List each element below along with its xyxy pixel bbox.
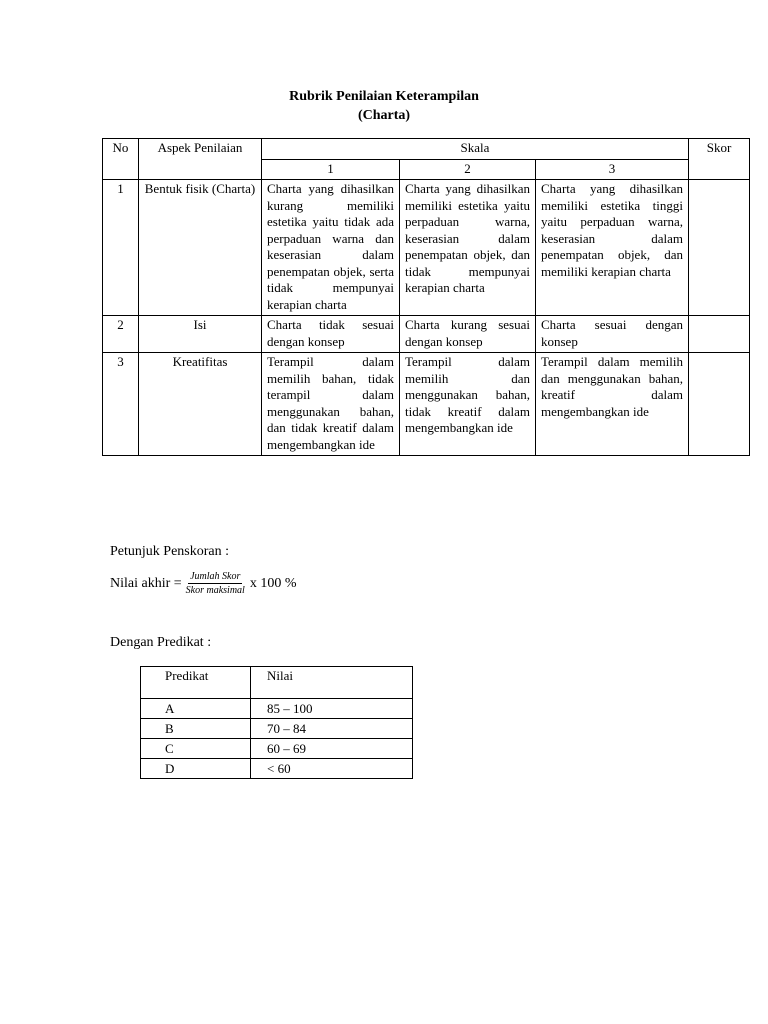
row-level-3: Charta sesuai dengan konsep [536,316,689,353]
row-level-2: Charta yang dihasilkan memiliki estetika yaitu perpaduan warna, keserasian dalam penempatan objek, dan tidak mempunyai kerapian charta [400,180,536,316]
predicate-grade: C [141,739,251,759]
predicate-grade: A [141,699,251,719]
row-aspect: Isi [139,316,262,353]
formula-prefix: Nilai akhir = [110,575,182,591]
predicate-range: 60 – 69 [251,739,413,759]
table-row [103,316,750,353]
rubric-table [102,138,750,456]
row-score [689,180,750,316]
header-aspect: Aspek Penilaian [139,139,262,180]
row-level-2: Terampil dalam memilih dan menggunakan bahan, tidak kreatif dalam mengembangkan ide [400,353,536,456]
row-level-1: Charta tidak sesuai dengan konsep [262,316,400,353]
predicate-range: 70 – 84 [251,719,413,739]
predicate-range: 85 – 100 [251,699,413,719]
formula-fraction [184,570,247,597]
row-no: 2 [103,316,139,353]
row-score [689,353,750,456]
predicate-header-value: Nilai [251,667,413,699]
predicate-table [140,666,413,779]
header-scale: Skala [262,139,689,160]
predicate-header-grade: Predikat [141,667,251,699]
table-row [141,759,413,779]
predicate-grade: D [141,759,251,779]
header-level-3: 3 [536,159,689,180]
header-level-2: 2 [400,159,536,180]
table-row [141,739,413,759]
table-header-row [103,139,750,160]
row-aspect: Bentuk fisik (Charta) [139,180,262,316]
header-level-1: 1 [262,159,400,180]
formula-denominator: Skor maksimal [185,585,245,596]
table-row [141,699,413,719]
score-formula [110,570,297,597]
predicate-label: Dengan Predikat : [110,635,212,650]
row-level-3: Charta yang dihasilkan memiliki estetika tinggi yaitu perpaduan warna, keserasian dalam penempatan objek, dan memiliki kerapian charta [536,180,689,316]
header-score: Skor [689,139,750,180]
row-no: 3 [103,353,139,456]
row-level-3: Terampil dalam memilih dan menggunakan bahan, kreatif dalam mengembangkan ide [536,353,689,456]
formula-numerator: Jumlah Skor [190,571,241,582]
document-subtitle: (Charta) [357,108,411,123]
predicate-grade: B [141,719,251,739]
formula-suffix: x 100 % [249,575,297,591]
predicate-range: < 60 [251,759,413,779]
row-level-1: Terampil dalam memilih bahan, tidak terampil dalam menggunakan bahan, dan tidak kreatif dalam mengembangkan ide [262,353,400,456]
row-aspect: Kreatifitas [139,353,262,456]
predicate-header-row [141,667,413,699]
row-level-1: Charta yang dihasilkan kurang memiliki estetika yaitu tidak ada perpaduan warna dan keserasian dalam penempatan objek, serta tidak mempunyai kerapian charta [262,180,400,316]
table-row [103,353,750,456]
row-score [689,316,750,353]
table-row [103,180,750,316]
header-no: No [103,139,139,180]
row-level-2: Charta kurang sesuai dengan konsep [400,316,536,353]
table-row [141,719,413,739]
document-title: Rubrik Penilaian Keterampilan [289,89,479,104]
row-no: 1 [103,180,139,316]
scoring-label: Petunjuk Penskoran : [110,544,229,559]
